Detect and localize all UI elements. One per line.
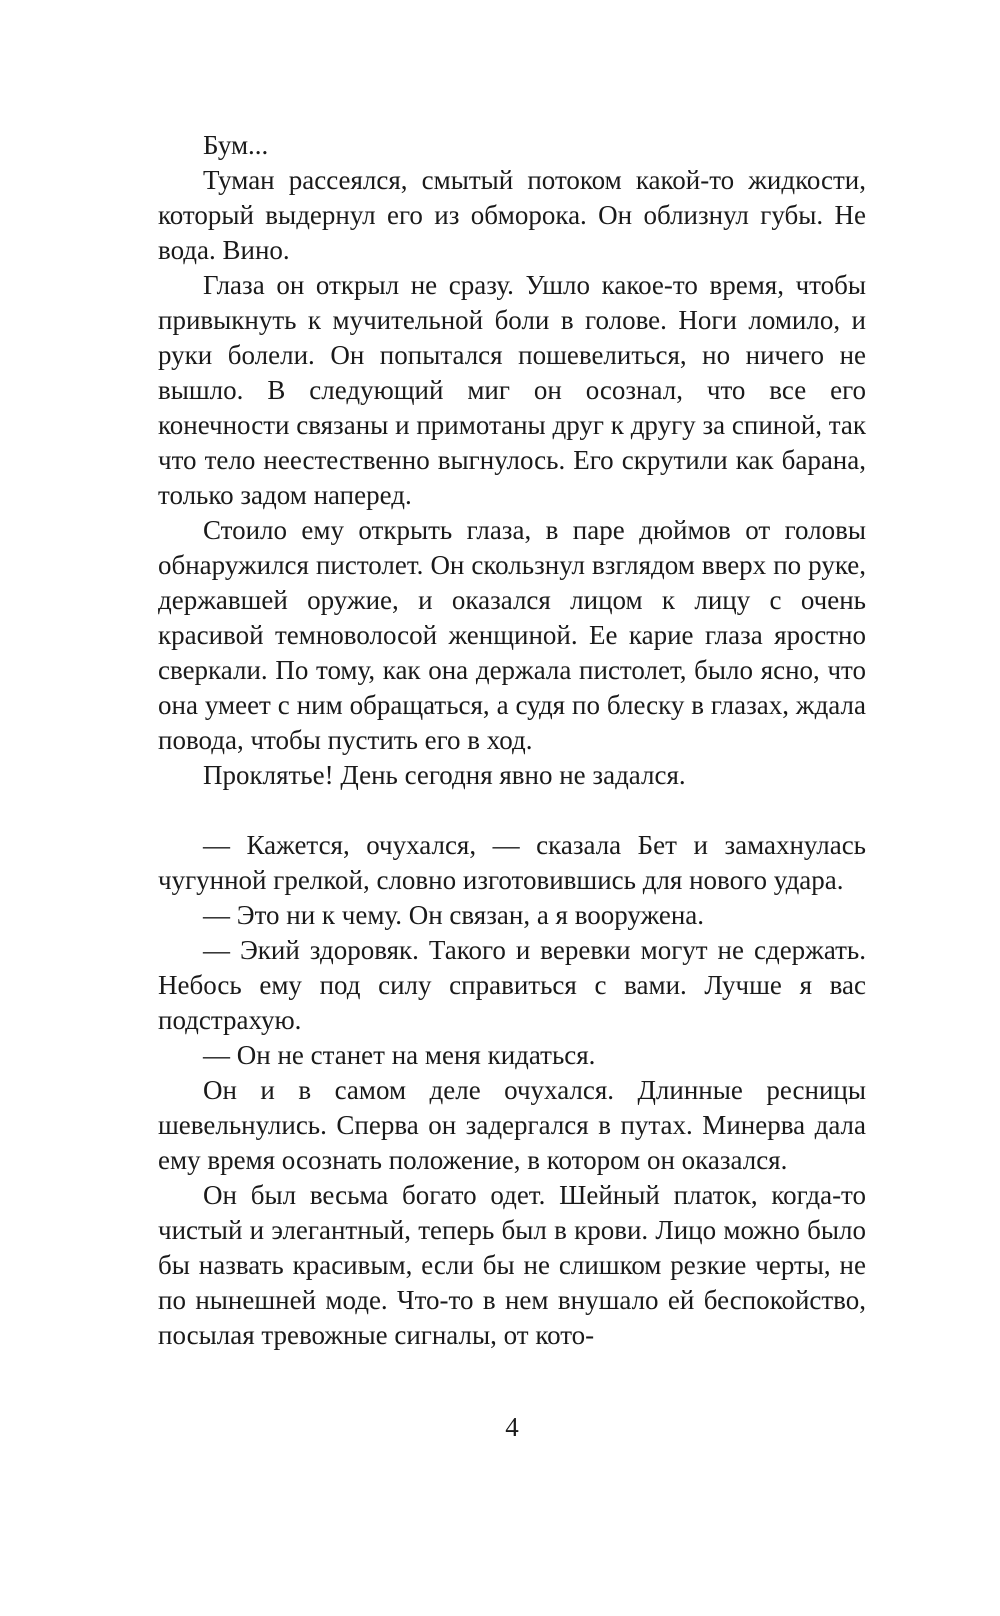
paragraph-fog: Туман рассеялся, смытый потоком какой-то жидкости, который выдернул его из обморока. Он облизнул губы. Не вода. Вино.: [158, 165, 866, 265]
paragraph-boom: Бум...: [203, 130, 269, 160]
page-number: 4: [505, 1412, 519, 1442]
paragraph-dialog-wont: — Он не станет на меня кидаться.: [203, 1040, 596, 1070]
paragraph-curse: Проклятье! День сегодня явно не задался.: [203, 760, 686, 790]
paragraph-dialog-strong: — Экий здоровяк. Такого и веревки могут не сдержать. Небось ему под силу справиться с вами. Лучше я вас подстрахую.: [158, 935, 866, 1035]
paragraph-eyes: Глаза он открыл не сразу. Ушло какое-то время, чтобы привыкнуть к мучительной боли в голове. Ноги ломило, и руки болели. Он попытался пошевелиться, но ничего не вышло. В следующий миг он осознал, что все его конечности связаны и примотаны друг к другу за спиной, так что тело неестественно выгнулось. Его скрутили как барана, только задом наперед.: [158, 270, 866, 510]
paragraph-pistol: Стоило ему открыть глаза, в паре дюймов от головы обнаружился пистолет. Он скользнул взглядом вверх по руке, державшей оружие, и оказался лицом к лицу с очень красивой темноволосой женщиной. Ее карие глаза яростно сверкали. По тому, как она держала пистолет, было ясно, что она умеет с ним обращаться, а судя по блеску в глазах, ждала повода, чтобы пустить его в ход.: [158, 515, 866, 755]
paragraph-awake: Он и в самом деле очухался. Длинные ресницы шевельнулись. Сперва он задергался в путах. Минерва дала ему время осознать положение, в котором он оказался.: [158, 1075, 866, 1175]
section-break: [158, 793, 866, 828]
paragraph-dialog-beth: — Кажется, очухался, — сказала Бет и замахнулась чугунной грелкой, словно изготовившись для нового удара.: [158, 830, 866, 895]
page-body: [158, 128, 866, 1353]
paragraph-dressed: Он был весьма богато одет. Шейный платок, когда-то чистый и элегантный, теперь был в крови. Лицо можно было бы назвать красивым, если бы не слишком резкие черты, не по нынешней моде. Что-то в нем внушало ей беспокойство, посылая тревожные сигналы, от кото-: [158, 1180, 866, 1350]
paragraph-dialog-armed: — Это ни к чему. Он связан, а я вооружена.: [203, 900, 705, 930]
